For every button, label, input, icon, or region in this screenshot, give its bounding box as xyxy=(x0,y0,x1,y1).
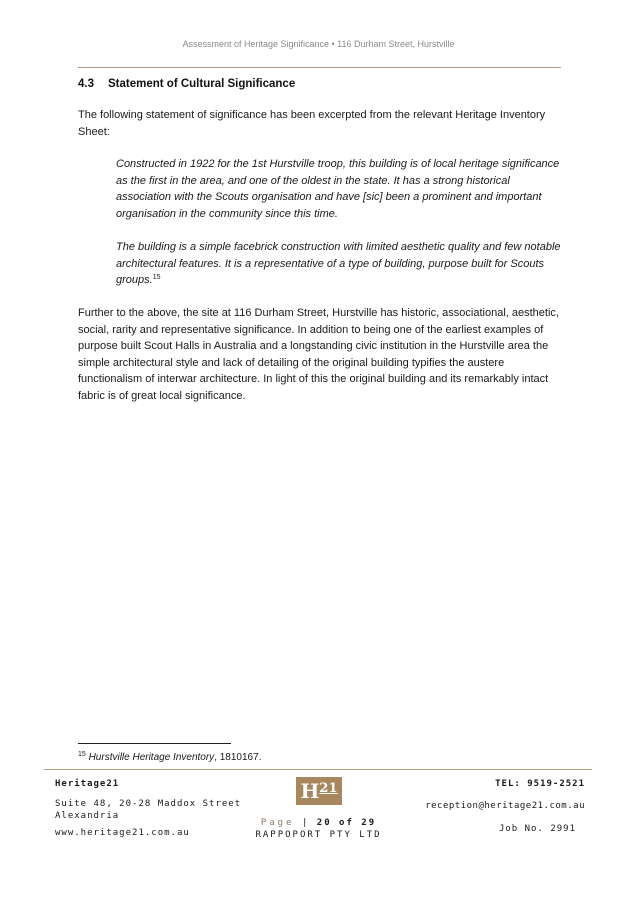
footnote-divider xyxy=(78,743,231,744)
footer-job-number: Job No. 2991 xyxy=(498,824,576,834)
quote-paragraph-2-text: The building is a simple facebrick construction with limited aesthetic quality and few notable architectural features. It is a representative of a type of building, purpose built for Scouts groups. xyxy=(116,241,561,286)
footer-address-line-2: Alexandria xyxy=(55,811,120,821)
page-separator: | xyxy=(301,818,310,828)
footer-email-link[interactable]: reception@heritage21.com.au xyxy=(425,801,585,811)
footer-divider xyxy=(44,769,592,770)
footnote-rest: , 1810167. xyxy=(214,752,262,763)
footer-address-line-1: Suite 48, 20-28 Maddox Street xyxy=(55,799,242,809)
heritage21-logo xyxy=(296,777,342,805)
quote-paragraph-2 xyxy=(116,239,562,289)
footnote xyxy=(78,752,261,763)
logo-number: 21 xyxy=(319,781,338,796)
header-divider xyxy=(78,67,561,68)
footnote-reference[interactable]: 15 xyxy=(152,274,161,281)
significance-paragraph: Further to the above, the site at 116 Durham Street, Hurstville has historic, associational, aesthetic, social, rarity and representative significance. In addition to being one of the earliest examples of purpose built Scout Halls in Australia and a longstanding civic institution in the Hurstville area the simple architectural style and lack of detailing of the original building typifies the austere functionalism of interwar architecture. In light of this the original building and its remarkably intact fabric is of great local significance. xyxy=(78,307,559,402)
section-number: 4.3 xyxy=(78,78,94,90)
footnote-source: Hurstville Heritage Inventory xyxy=(88,752,215,763)
page-number: 20 of 29 xyxy=(316,818,377,828)
footer-telephone: TEL: 9519-2521 xyxy=(495,779,585,789)
section-heading xyxy=(78,78,295,90)
quote-paragraph-1: Constructed in 1922 for the 1st Hurstville troop, this building is of local heritage significance as the first in the area, and one of the oldest in the state. It has a strong historical association with the Scouts organisation and have [sic] been a prominent and important organisation in the community since this time. xyxy=(116,158,560,220)
footer-client: RAPPOPORT PTY LTD xyxy=(255,830,382,840)
footer-company: Heritage21 xyxy=(55,779,120,789)
page-header-title: Assessment of Heritage Significance • 116 Durham Street, Hurstville xyxy=(182,39,455,49)
intro-paragraph: The following statement of significance has been excerpted from the relevant Heritage Inventory Sheet: xyxy=(78,109,546,138)
footer-website-link[interactable]: www.heritage21.com.au xyxy=(55,828,190,838)
logo-letter: H xyxy=(300,779,320,803)
page-label: Page xyxy=(260,818,295,828)
footnote-number: 15 xyxy=(78,751,86,758)
section-title: Statement of Cultural Significance xyxy=(108,78,296,90)
